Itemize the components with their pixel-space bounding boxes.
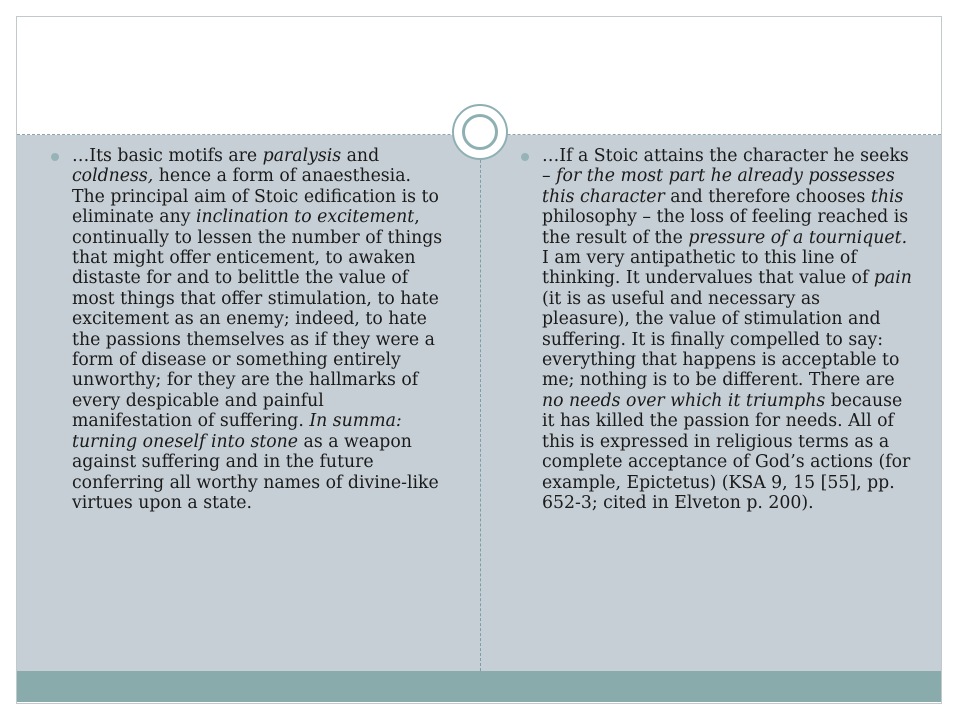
bullet-item bbox=[518, 146, 912, 513]
bullet-item bbox=[48, 146, 446, 513]
bullet-dot-icon bbox=[51, 153, 59, 161]
left-column bbox=[48, 146, 446, 513]
column-divider bbox=[480, 135, 481, 671]
circle-ornament-icon bbox=[452, 104, 508, 160]
right-bullet-text: …If a Stoic attains the character he seeks – for the most part he already possesses this character and therefore chooses this philosophy – the loss of feeling reached is the result of the pressure of a tourniquet. I am very antipathetic to this line of thinking. It undervalues that value of pain (it is as useful and necessary as pleasure), the value of stimulation and suffering. It is finally compelled to say: everything that happens is acceptable to me; nothing is to be different. There are no needs over which it triumphs because it has killed the passion for needs. All of this is expressed in religious terms as a complete acceptance of God’s actions (for example, Epictetus) (KSA 9, 15 [55], pp. 652-3; cited in Elveton p. 200). bbox=[542, 146, 912, 513]
right-column bbox=[518, 146, 912, 513]
footer-bar bbox=[17, 671, 941, 702]
left-bullet-text: …Its basic motifs are paralysis and coldness, hence a form of anaesthesia. The principal aim of Stoic edification is to eliminate any inclination to excitement, continually to lessen the number of things that might offer enticement, to awaken distaste for and to belittle the value of most things that offer stimulation, to hate excitement as an enemy; indeed, to hate the passions themselves as if they were a form of disease or something entirely unworthy; for they are the hallmarks of every despicable and painful manifestation of suffering. In summa: turning oneself into stone as a weapon against suffering and in the future conferring all worthy names of divine-like virtues upon a state. bbox=[72, 146, 443, 513]
circle-ornament-inner bbox=[462, 114, 498, 150]
bullet-dot-icon bbox=[521, 153, 529, 161]
